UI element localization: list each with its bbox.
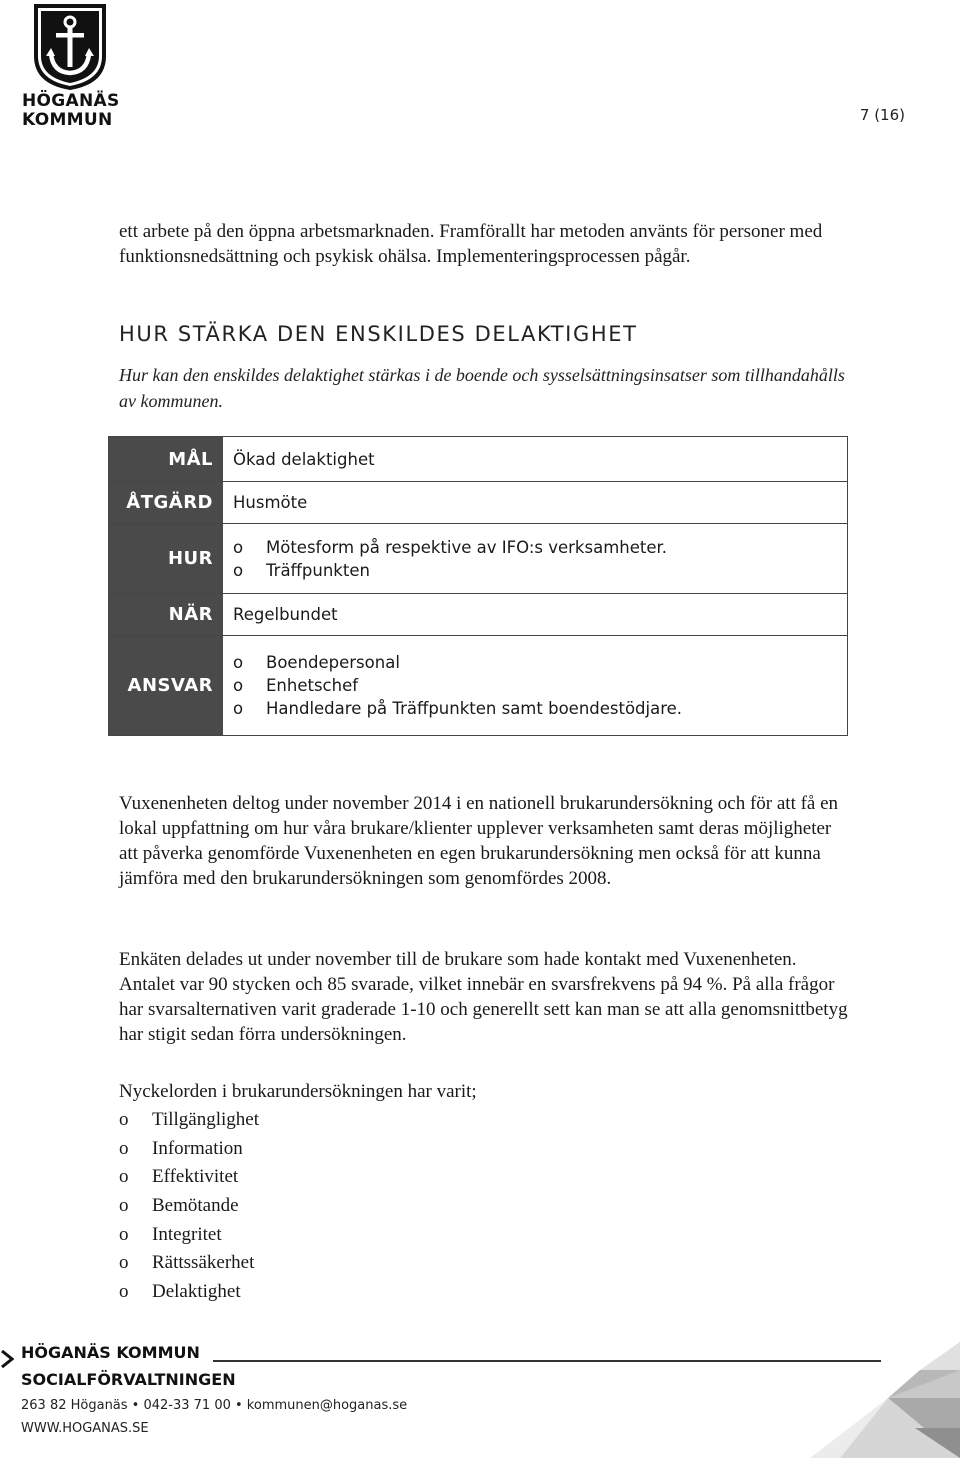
list-item [119, 1163, 259, 1192]
list-item [119, 1278, 259, 1307]
bullet-marker: o [233, 537, 244, 557]
body-paragraph-3: Nyckelorden i brukarundersökningen har varit; [119, 1081, 477, 1102]
plan-label-atgard: ÅTGÄRD [109, 482, 223, 523]
list-item-text: Enhetschef [266, 676, 359, 695]
plan-row-mal [109, 437, 847, 481]
bullet-marker: o [119, 1195, 129, 1217]
footer-contact-info: 263 82 Höganäs • 042-33 71 00 • kommunen@hoganas.se [21, 1398, 408, 1413]
bullet-marker: o [119, 1252, 129, 1274]
list-item-text: Mötesform på respektive av IFO:s verksamheter. [266, 537, 668, 557]
list-item-text: Information [152, 1137, 243, 1159]
body-paragraph-1: Vuxenenheten deltog under november 2014 i en nationell brukarundersökning och för att få en lokal uppfattning om hur våra brukare/klienter upplever verksamheten samt deras möjligheter att påverka genomförde Vuxenenheten en egen brukarundersökning men också för att kunna jämföra med den brukarundersökningen som genomfördes 2008. [119, 793, 839, 889]
plan-label-hur: HUR [109, 524, 223, 593]
plan-value-mal: Ökad delaktighet [233, 449, 375, 469]
plan-label-mal: MÅL [109, 437, 223, 481]
list-item [233, 697, 837, 720]
bullet-marker: o [233, 653, 244, 672]
plan-value-ansvar [223, 636, 847, 735]
list-item [119, 1192, 259, 1221]
body-paragraph-2: Enkäten delades ut under november till de brukare som hade kontakt med Vuxenenheten. Antalet var 90 stycken och 85 svarade, vilket innebär en svarsfrekvens på 94 %. På alla frågor har svarsalternativen varit graderade 1-10 och generellt sett kan man se att alla genomsnittbetyg har stigit sedan förra undersökningen. [119, 949, 848, 1045]
list-item-text: Tillgänglighet [152, 1109, 259, 1131]
plan-row-ansvar [109, 635, 847, 735]
list-item-text: Integritet [152, 1223, 222, 1245]
list-item [233, 559, 837, 582]
list-item-text: Träffpunkten [266, 560, 370, 580]
list-item-text: Boendepersonal [266, 653, 400, 672]
list-item [119, 1249, 259, 1278]
list-item [233, 674, 837, 697]
keyword-list [119, 1106, 259, 1306]
plan-value-nar: Regelbundet [233, 605, 338, 624]
bullet-marker: o [119, 1166, 129, 1188]
plan-value-hur [223, 524, 847, 593]
bullet-marker: o [119, 1223, 129, 1245]
list-item [233, 651, 837, 674]
list-item [119, 1220, 259, 1249]
logo-wordmark [22, 92, 120, 130]
list-item-text: Bemötande [152, 1195, 239, 1217]
plan-row-atgard [109, 481, 847, 523]
plan-label-ansvar: ANSVAR [109, 636, 223, 735]
bullet-marker: o [233, 699, 244, 718]
footer-org-name: HÖGANÄS KOMMUN [21, 1343, 200, 1362]
logo-line-1: HÖGANÄS [22, 91, 120, 111]
footer-department: SOCIALFÖRVALTNINGEN [21, 1370, 236, 1389]
bullet-marker: o [119, 1137, 129, 1159]
page-number: 7 (16) [859, 106, 905, 124]
list-item-text: Handledare på Träffpunkten samt boendestödjare. [266, 699, 683, 718]
page-footer [0, 1338, 960, 1458]
decorative-triangle-pattern [810, 1340, 960, 1458]
list-item [119, 1106, 259, 1135]
bullet-marker: o [119, 1109, 129, 1131]
arrow-right-icon [0, 1350, 14, 1368]
plan-value-atgard: Husmöte [233, 493, 308, 512]
plan-label-nar: NÄR [109, 594, 223, 635]
list-item-text: Effektivitet [152, 1166, 239, 1188]
footer-divider [213, 1360, 881, 1362]
bullet-marker: o [233, 560, 244, 580]
section-heading: HUR STÄRKA DEN ENSKILDES DELAKTIGHET [119, 322, 638, 346]
action-plan-table [108, 436, 848, 736]
intro-paragraph: ett arbete på den öppna arbetsmarknaden. Framförallt har metoden använts för personer med funktionsnedsättning och psykisk ohälsa. Implementeringsprocessen pågår. [119, 221, 823, 267]
logo-line-2: KOMMUN [22, 110, 113, 130]
bullet-marker: o [119, 1280, 129, 1302]
list-item [119, 1135, 259, 1164]
list-item-text: Delaktighet [152, 1280, 241, 1302]
bullet-marker: o [233, 676, 244, 695]
plan-row-nar [109, 593, 847, 635]
section-subheading: Hur kan den enskildes delaktighet stärkas i de boende och sysselsättningsinsatser som tillhandahålls av kommunen. [119, 365, 845, 411]
list-item-text: Rättssäkerhet [152, 1252, 255, 1274]
plan-row-hur [109, 523, 847, 593]
footer-website-link[interactable]: WWW.HOGANAS.SE [21, 1421, 149, 1436]
list-item [233, 536, 837, 559]
